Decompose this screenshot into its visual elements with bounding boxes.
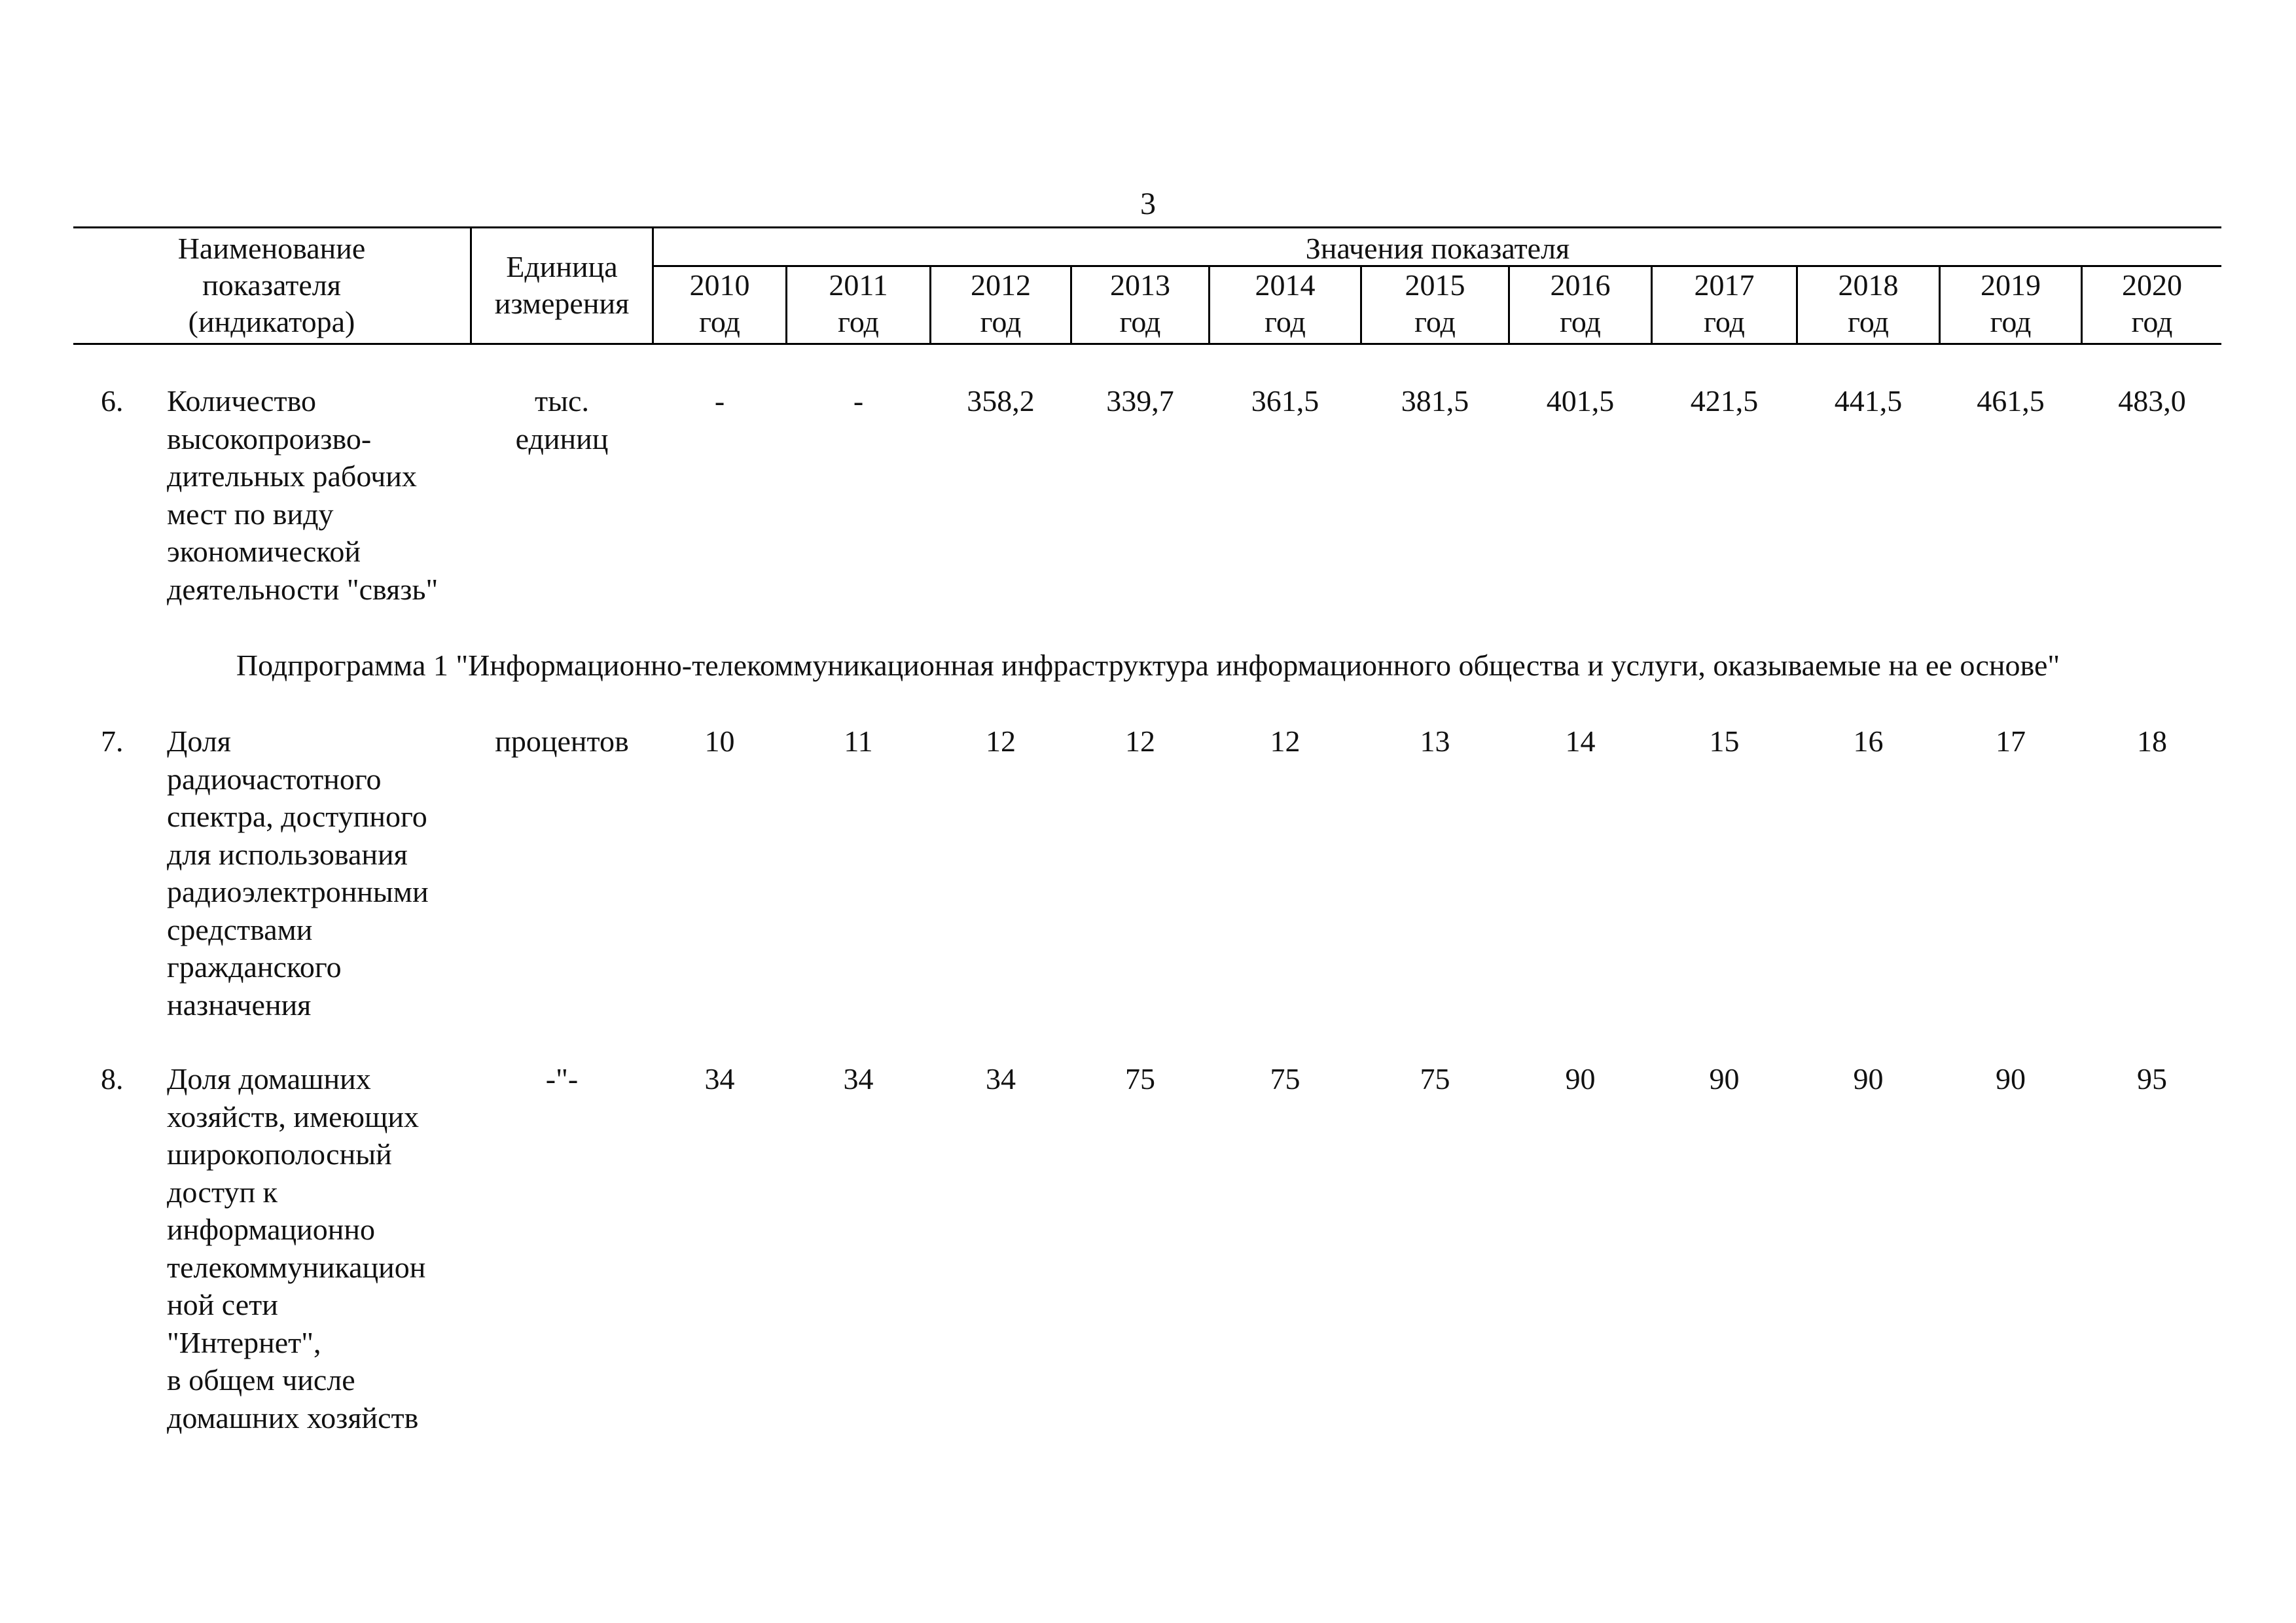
- header-year: 2015: [1405, 268, 1465, 302]
- row-name-line: спектра, доступного: [167, 800, 427, 833]
- value-2018: 441,5: [1834, 384, 1903, 418]
- value-2014: 12: [1270, 724, 1300, 758]
- value-2020: 483,0: [2118, 384, 2186, 418]
- row-unit-line: тыс.: [535, 384, 589, 418]
- value-2016: 14: [1565, 724, 1596, 758]
- row-unit-line: единиц: [515, 421, 609, 455]
- header-year-word: год: [980, 305, 1022, 338]
- value-2010: 34: [704, 1062, 735, 1096]
- value-2019: 17: [1996, 724, 2026, 758]
- header-name-col: [73, 230, 470, 340]
- value-2015: 13: [1420, 724, 1450, 758]
- header-year: 2012: [971, 268, 1031, 302]
- value-2019: 461,5: [1977, 384, 2045, 418]
- header-year-2020: [2083, 267, 2221, 340]
- header-year-2012: [931, 267, 1070, 340]
- header-name-line: показателя: [202, 268, 341, 302]
- value-2017: 421,5: [1690, 384, 1759, 418]
- row-name-line: в общем числе: [167, 1363, 355, 1397]
- header-year-word: год: [1560, 305, 1601, 338]
- value-2012: 12: [986, 724, 1016, 758]
- header-values-title: Значения показателя: [1305, 232, 1570, 265]
- value-2010: -: [714, 384, 725, 418]
- header-year-word: год: [699, 305, 740, 338]
- value-2012: 34: [986, 1062, 1016, 1096]
- header-year-word: год: [2131, 305, 2173, 338]
- value-2011: 11: [844, 724, 873, 758]
- header-year-2013: [1072, 267, 1208, 340]
- row-name-line: экономической: [167, 535, 361, 568]
- value-2010: 10: [704, 724, 735, 758]
- row-indicator-name: [167, 722, 468, 1024]
- value-2018: 90: [1853, 1062, 1884, 1096]
- row-name-line: Доля: [167, 724, 231, 758]
- row-name-line: хозяйств, имеющих: [167, 1099, 419, 1133]
- row-name-line: деятельности "связь": [167, 572, 439, 606]
- row-name-line: телекоммуникацион: [167, 1250, 426, 1284]
- value-2015: 381,5: [1401, 384, 1469, 418]
- row-name-line: средствами: [167, 912, 313, 946]
- row-indicator-name: [167, 382, 468, 608]
- row-name-line: доступ к: [167, 1175, 278, 1209]
- row-unit-line: процентов: [495, 724, 629, 758]
- value-2020: 95: [2137, 1062, 2167, 1096]
- header-year-word: год: [1265, 305, 1306, 338]
- header-year-word: год: [838, 305, 879, 338]
- header-year: 2010: [689, 268, 750, 302]
- value-2013: 12: [1125, 724, 1155, 758]
- header-year-word: год: [1704, 305, 1745, 338]
- header-year: 2013: [1110, 268, 1170, 302]
- value-2013: 339,7: [1106, 384, 1174, 418]
- header-year: 2018: [1838, 268, 1899, 302]
- row-name-line: для использования: [167, 837, 408, 871]
- row-number: 7.: [101, 724, 124, 758]
- header-year: 2020: [2122, 268, 2182, 302]
- row-name-line: радиочастотного: [167, 762, 382, 796]
- value-2018: 16: [1853, 724, 1884, 758]
- value-2013: 75: [1125, 1062, 1155, 1096]
- row-name-line: назначения: [167, 988, 312, 1022]
- header-top-rule: [73, 226, 2221, 228]
- value-2014: 75: [1270, 1062, 1300, 1096]
- header-year-2014: [1210, 267, 1360, 340]
- header-unit-line: Единица: [506, 250, 618, 283]
- header-year-2015: [1362, 267, 1508, 340]
- value-2011: -: [853, 384, 864, 418]
- header-bottom-rule: [73, 343, 2221, 345]
- row-unit-line: -"-: [545, 1062, 579, 1096]
- row-name-line: дительных рабочих: [167, 459, 417, 493]
- value-2016: 401,5: [1546, 384, 1615, 418]
- row-name-line: ной сети: [167, 1288, 278, 1321]
- value-2017: 90: [1709, 1062, 1740, 1096]
- header-name-line: Наименование: [177, 232, 366, 265]
- row-indicator-name: [167, 1060, 468, 1436]
- row-name-line: домашних хозяйств: [167, 1400, 419, 1435]
- header-unit-line: измерения: [494, 287, 630, 320]
- header-year-2016: [1510, 267, 1651, 340]
- row-name-line: Количество: [167, 384, 316, 418]
- value-2014: 361,5: [1251, 384, 1319, 418]
- row-name-line: широкополосный: [167, 1137, 392, 1171]
- header-year-2011: [787, 267, 929, 340]
- header-year-2019: [1941, 267, 2081, 340]
- row-unit: [472, 722, 652, 760]
- row-name-line: информационно: [167, 1213, 376, 1246]
- value-2015: 75: [1420, 1062, 1450, 1096]
- header-year: 2019: [1981, 268, 2041, 302]
- row-name-line: высокопроизво-: [167, 421, 372, 455]
- header-year: 2014: [1255, 268, 1316, 302]
- header-year-word: год: [1414, 305, 1456, 338]
- header-year-2017: [1653, 267, 1796, 340]
- value-2011: 34: [843, 1062, 874, 1096]
- row-name-line: Доля домашних: [167, 1062, 371, 1096]
- header-year-2010: [654, 267, 785, 340]
- value-2019: 90: [1996, 1062, 2026, 1096]
- header-year: 2016: [1550, 268, 1611, 302]
- value-2012: 358,2: [967, 384, 1035, 418]
- header-year-word: год: [1848, 305, 1889, 338]
- header-year-2018: [1798, 267, 1939, 340]
- row-name-line: мест по виду: [167, 497, 334, 531]
- value-2020: 18: [2137, 724, 2167, 758]
- row-number: 6.: [101, 384, 124, 418]
- header-year: 2011: [829, 268, 888, 302]
- page-number: 3: [1140, 187, 1156, 221]
- header-year-word: год: [1990, 305, 2032, 338]
- value-2017: 15: [1709, 724, 1740, 758]
- row-name-line: "Интернет",: [167, 1325, 321, 1359]
- header-year-word: год: [1119, 305, 1161, 338]
- row-unit: [472, 1060, 652, 1098]
- subprogram-heading: Подпрограмма 1 "Информационно-телекоммуникационная инфраструктура информационного общества и услуги, оказываемые на ее основе": [236, 649, 2060, 682]
- header-name-line: (индикатора): [188, 305, 355, 338]
- value-2016: 90: [1565, 1062, 1596, 1096]
- header-unit-col: [472, 249, 652, 322]
- row-name-line: гражданского: [167, 950, 342, 984]
- row-name-line: радиоэлектронными: [167, 875, 429, 908]
- row-unit: [472, 382, 652, 457]
- row-number: 8.: [101, 1062, 124, 1096]
- header-year: 2017: [1694, 268, 1755, 302]
